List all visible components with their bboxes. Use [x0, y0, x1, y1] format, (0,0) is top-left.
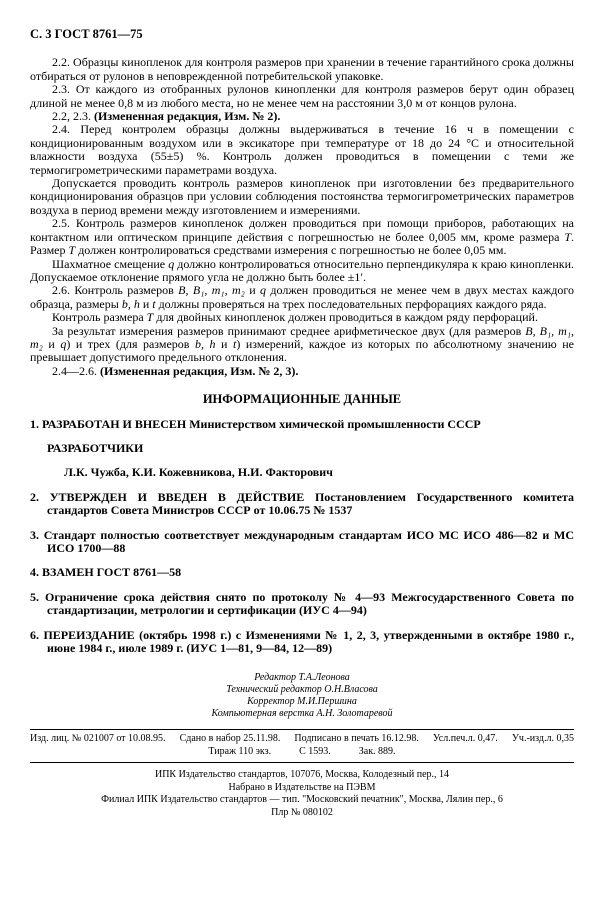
info-item: 6. ПЕРЕИЗДАНИЕ (октябрь 1998 г.) с Изменениями № 1, 2, 3, утвержденными в октябре 1980 г., июне 1984 г., июле 1989 г. (ИУС 1—81, 9—84, 12—89) [30, 627, 574, 656]
credit-line: Компьютерная верстка А.Н. Золотаревой [211, 708, 393, 720]
horizontal-rule-top [30, 729, 574, 730]
body-paragraph: 2.3. От каждого из отобранных рулонов кинопленки для контроля размеров берут один образец длиной не менее 0,8 м из любого места, но не менее чем на расстоянии 3,0 м от концов рулона. [30, 82, 574, 110]
print-info-segment: Подписано в печать 16.12.98. [294, 733, 419, 745]
print-info-segment: Усл.печ.л. 0,47. [432, 733, 498, 745]
info-item: 5. Ограничение срока действия снято по протоколу № 4—93 Межгосударственного Совета по стандартизации, метрологии и сертификации (ИУС 4—94) [30, 589, 574, 618]
print-info-segment: Зак. 889. [358, 746, 396, 758]
body-paragraph: Допускается проводить контроль размеров кинопленок при изготовлении без предварительного кондиционирования образцов при условии соблюдения постоянства термогигрометрических параметров воздуха в период времени между изготовлением и измерениями. [30, 176, 574, 217]
print-info-segment: Уч.-изд.л. 0,35 [511, 733, 574, 745]
credit-line: Редактор Т.А.Леонова [254, 672, 350, 684]
credit-line: Технический редактор О.Н.Власова [226, 684, 378, 696]
body-paragraphs [30, 56, 574, 378]
print-info-segment: Сдано в набор 25.11.98. [179, 733, 281, 745]
print-info-segment: Изд. лиц. № 021007 от 10.08.95. [30, 733, 166, 745]
publisher-line: Плр № 080102 [271, 806, 333, 818]
body-paragraph: 2.4. Перед контролем образцы должны выдерживаться в течение 16 ч в помещении с кондиционированным воздухом или в эксикаторе при температуре от 18 до 24 °С и относительной влажности воздуха (55±5) %. Контроль должен проводиться в помещении с теми же термогигрометрическими параметрами воздуха. [30, 122, 574, 177]
page-header: С. 3 ГОСТ 8761—75 [30, 27, 143, 41]
print-info-row-2 [30, 746, 574, 758]
publisher-block [30, 769, 574, 819]
credits-block [30, 672, 574, 720]
info-item: 3. Стандарт полностью соответствует международным стандартам ИСО МС ИСО 486—82 и МС ИСО 1700—88 [30, 527, 574, 555]
info-item: 2. УТВЕРЖДЕН И ВВЕДЕН В ДЕЙСТВИЕ Постановлением Государственного комитета стандартов Совета Министров СССР от 10.06.75 № 1537 [30, 489, 574, 518]
info-item: 1. РАЗРАБОТАН И ВНЕСЕН Министерством химической промышленности СССР [30, 416, 481, 431]
info-item: 4. ВЗАМЕН ГОСТ 8761—58 [30, 565, 182, 580]
body-paragraph: 2.5. Контроль размеров кинопленок должен проводиться при помощи приборов, работающих на контактном или оптическом принципе действия с погрешностью не более 0,005 мм, кроме размера Т. Размер Т должен контролироваться средствами измерения с погрешностью не более 0,05 мм. [30, 216, 574, 258]
body-paragraph: За результат измерения размеров принимают среднее арифметическое двух (для размеров В, В₁, m₁, m₂ и q) и трех (для размеров b, h и t) измерений, каждое из которых по абсолютному значению не превышает допустимого предельного отклонения. [30, 323, 575, 365]
print-info-row [30, 733, 574, 745]
body-paragraph: 2.2. Образцы кинопленок для контроля размеров при хранении в течение гарантийного срока должны отбираться от рулонов в неповрежденной потребительской упаковке. [30, 55, 574, 83]
publisher-line: Филиал ИПК Издательство стандартов — тип. "Московский печатник", Москва, Лялин пер., 6 [101, 794, 503, 806]
print-info-segment: С 1593. [299, 746, 331, 758]
info-item: Л.К. Чужба, К.И. Кожевникова, Н.И. Факторович [64, 465, 333, 480]
body-paragraph: Контроль размера Т для двойных кинопленок должен проводиться в каждом ряду перфораций. [52, 310, 538, 325]
body-paragraph: 2.2, 2.3. (Измененная редакция, Изм. № 2). [52, 109, 281, 124]
publisher-line: Набрано в Издательстве на ПЭВМ [228, 781, 376, 793]
body-paragraph: 2.6. Контроль размеров В, В₁, m₁, m₂ и q должен проводиться не менее чем в двух местах каждого образца, размеры b, h и t должны проверяться на трех последовательных перфорациях каждого ряда. [30, 283, 574, 311]
section-heading: ИНФОРМАЦИОННЫЕ ДАННЫЕ [202, 392, 402, 407]
info-item: РАЗРАБОТЧИКИ [47, 440, 144, 455]
horizontal-rule-bottom [30, 762, 574, 763]
credit-line: Корректор М.И.Першина [247, 696, 357, 708]
body-paragraph: Шахматное смещение q должно контролироваться относительно перпендикуляра к краю кинопленки. Допускаемое отклонение прямого угла не должно быть более ±1′. [30, 256, 574, 284]
info-blocks [30, 418, 574, 656]
body-paragraph: 2.4—2.6. (Измененная редакция, Изм. № 2, 3). [52, 363, 299, 378]
print-info-segment: Тираж 110 экз. [208, 746, 272, 758]
publisher-line: ИПК Издательство стандартов, 107076, Москва, Колодезный пер., 14 [154, 769, 450, 781]
